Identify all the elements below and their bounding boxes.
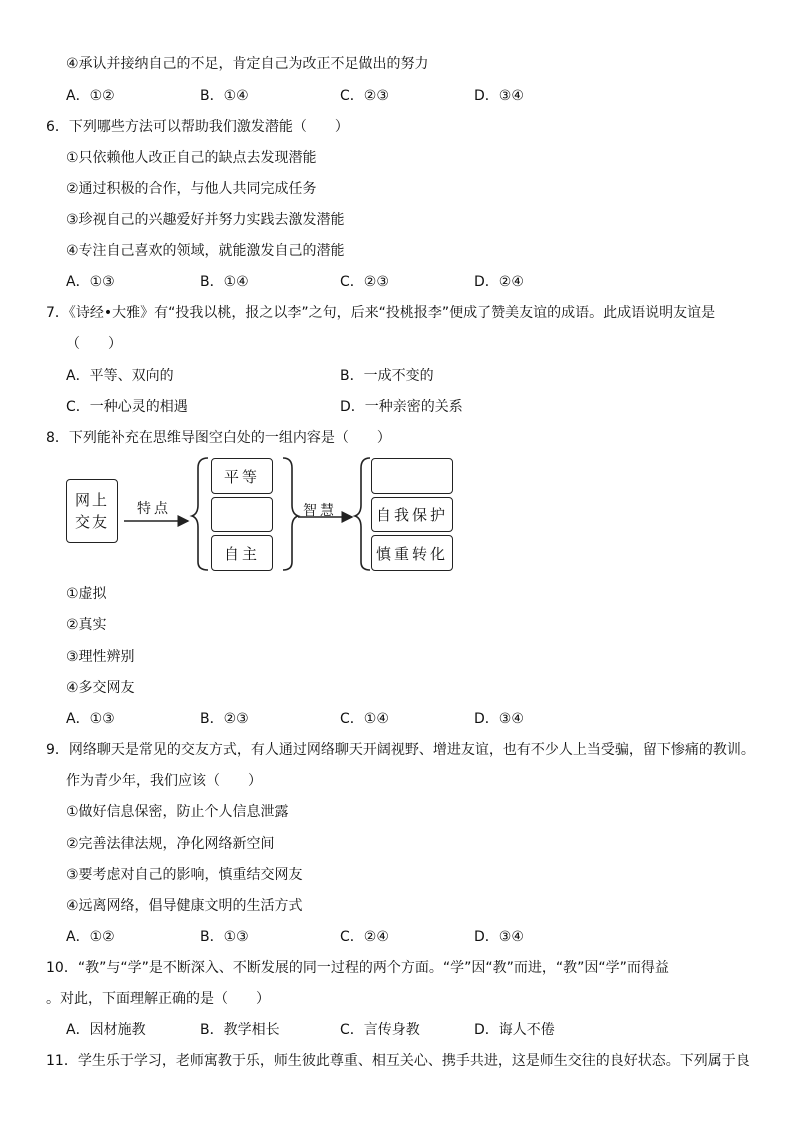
group2-node-1-blank <box>371 458 453 494</box>
q10-option-c: C．言传身教 <box>340 1022 420 1038</box>
q9-item-2: ②完善法律法规，净化网络新空间 <box>66 836 275 852</box>
q9-stem-line1: 9．网络聊天是常见的交友方式，有人通过网络聊天开阔视野、增进友谊，也有不少人上当受骗，留下惨痛的教训。 <box>46 742 755 758</box>
q11-stem-line1: 11．学生乐于学习，老师寓教于乐，师生彼此尊重、相互关心、携手共进，这是师生交往的良好状态。下列属于良 <box>46 1053 750 1069</box>
q8-item-3: ③理性辨别 <box>66 649 135 665</box>
q9-item-1: ①做好信息保密，防止个人信息泄露 <box>66 804 289 820</box>
q10-option-b: B．教学相长 <box>200 1022 280 1038</box>
arrow1-label: 特点 <box>137 501 171 517</box>
q6-option-c: C．②③ <box>340 274 389 290</box>
q8-option-b: B．②③ <box>200 711 249 727</box>
left-brace-2 <box>355 458 370 570</box>
q8-item-2: ②真实 <box>66 617 107 633</box>
q8-stem: 8．下列能补充在思维导图空白处的一组内容是（ ） <box>46 430 391 446</box>
q10-option-d: D．诲人不倦 <box>474 1022 555 1038</box>
q7-stem-line1: 7．《诗经•大雅》有“投我以桃，报之以李”之句，后来“投桃报李”便成了赞美友谊的成语。此成语说明友谊是 <box>46 305 716 321</box>
q7-stem-line2: （ ） <box>66 336 122 352</box>
q9-option-c: C．②④ <box>340 929 389 945</box>
root-node-line2: 交友 <box>74 513 109 531</box>
root-node-line1: 网上 <box>74 491 109 509</box>
q5-option-c: C．②③ <box>340 88 389 104</box>
q6-item-2: ②通过积极的合作，与他人共同完成任务 <box>66 181 317 197</box>
q6-item-1: ①只依赖他人改正自己的缺点去发现潜能 <box>66 150 317 166</box>
q6-item-3: ③珍视自己的兴趣爱好并努力实践去激发潜能 <box>66 212 345 228</box>
q7-option-c: C．一种心灵的相遇 <box>66 399 188 415</box>
q8-option-c: C．①④ <box>340 711 389 727</box>
q9-item-4: ④远离网络，倡导健康文明的生活方式 <box>66 898 303 914</box>
right-brace-1 <box>283 458 298 570</box>
q8-option-a: A．①③ <box>66 711 115 727</box>
q5-option-b: B．①④ <box>200 88 249 104</box>
q9-stem-line2: 作为青少年，我们应该（ ） <box>66 773 262 789</box>
group1-node-2-blank <box>211 497 273 532</box>
q9-item-3: ③要考虑对自己的影响，慎重结交网友 <box>66 867 303 883</box>
q10-option-a: A．因材施教 <box>66 1022 146 1038</box>
group2-node-2: 自我保护 <box>371 497 453 532</box>
group1-node-3: 自主 <box>211 535 273 571</box>
q8-item-4: ④多交网友 <box>66 680 135 696</box>
q6-option-d: D．②④ <box>474 274 524 290</box>
q6-option-a: A．①③ <box>66 274 115 290</box>
q5-option-d: D．③④ <box>474 88 524 104</box>
q7-option-a: A．平等、双向的 <box>66 368 174 384</box>
q10-stem-line1: 10．“教”与“学”是不断深入、不断发展的同一过程的两个方面。“学”因“教”而进，“教”因“学”而得益 <box>46 960 669 976</box>
q10-stem-line2: 。对此，下面理解正确的是（ ） <box>46 991 270 1007</box>
q9-option-d: D．③④ <box>474 929 524 945</box>
arrow2-label: 智慧 <box>303 503 337 519</box>
q7-option-d: D．一种亲密的关系 <box>340 399 463 415</box>
q8-option-d: D．③④ <box>474 711 524 727</box>
q6-item-4: ④专注自己喜欢的领域，就能激发自己的潜能 <box>66 243 345 259</box>
left-brace-1 <box>192 458 208 570</box>
q5-option-a: A．①② <box>66 88 115 104</box>
q9-option-b: B．①③ <box>200 929 249 945</box>
q5-item-4: ④承认并接纳自己的不足，肯定自己为改正不足做出的努力 <box>66 56 429 72</box>
q6-stem: 6．下列哪些方法可以帮助我们激发潜能（ ） <box>46 119 349 135</box>
q6-option-b: B．①④ <box>200 274 249 290</box>
q7-option-b: B．一成不变的 <box>340 368 434 384</box>
q8-item-1: ①虚拟 <box>66 586 107 602</box>
q9-option-a: A．①② <box>66 929 115 945</box>
group2-node-3: 慎重转化 <box>371 535 453 571</box>
group1-node-1: 平等 <box>211 458 273 494</box>
